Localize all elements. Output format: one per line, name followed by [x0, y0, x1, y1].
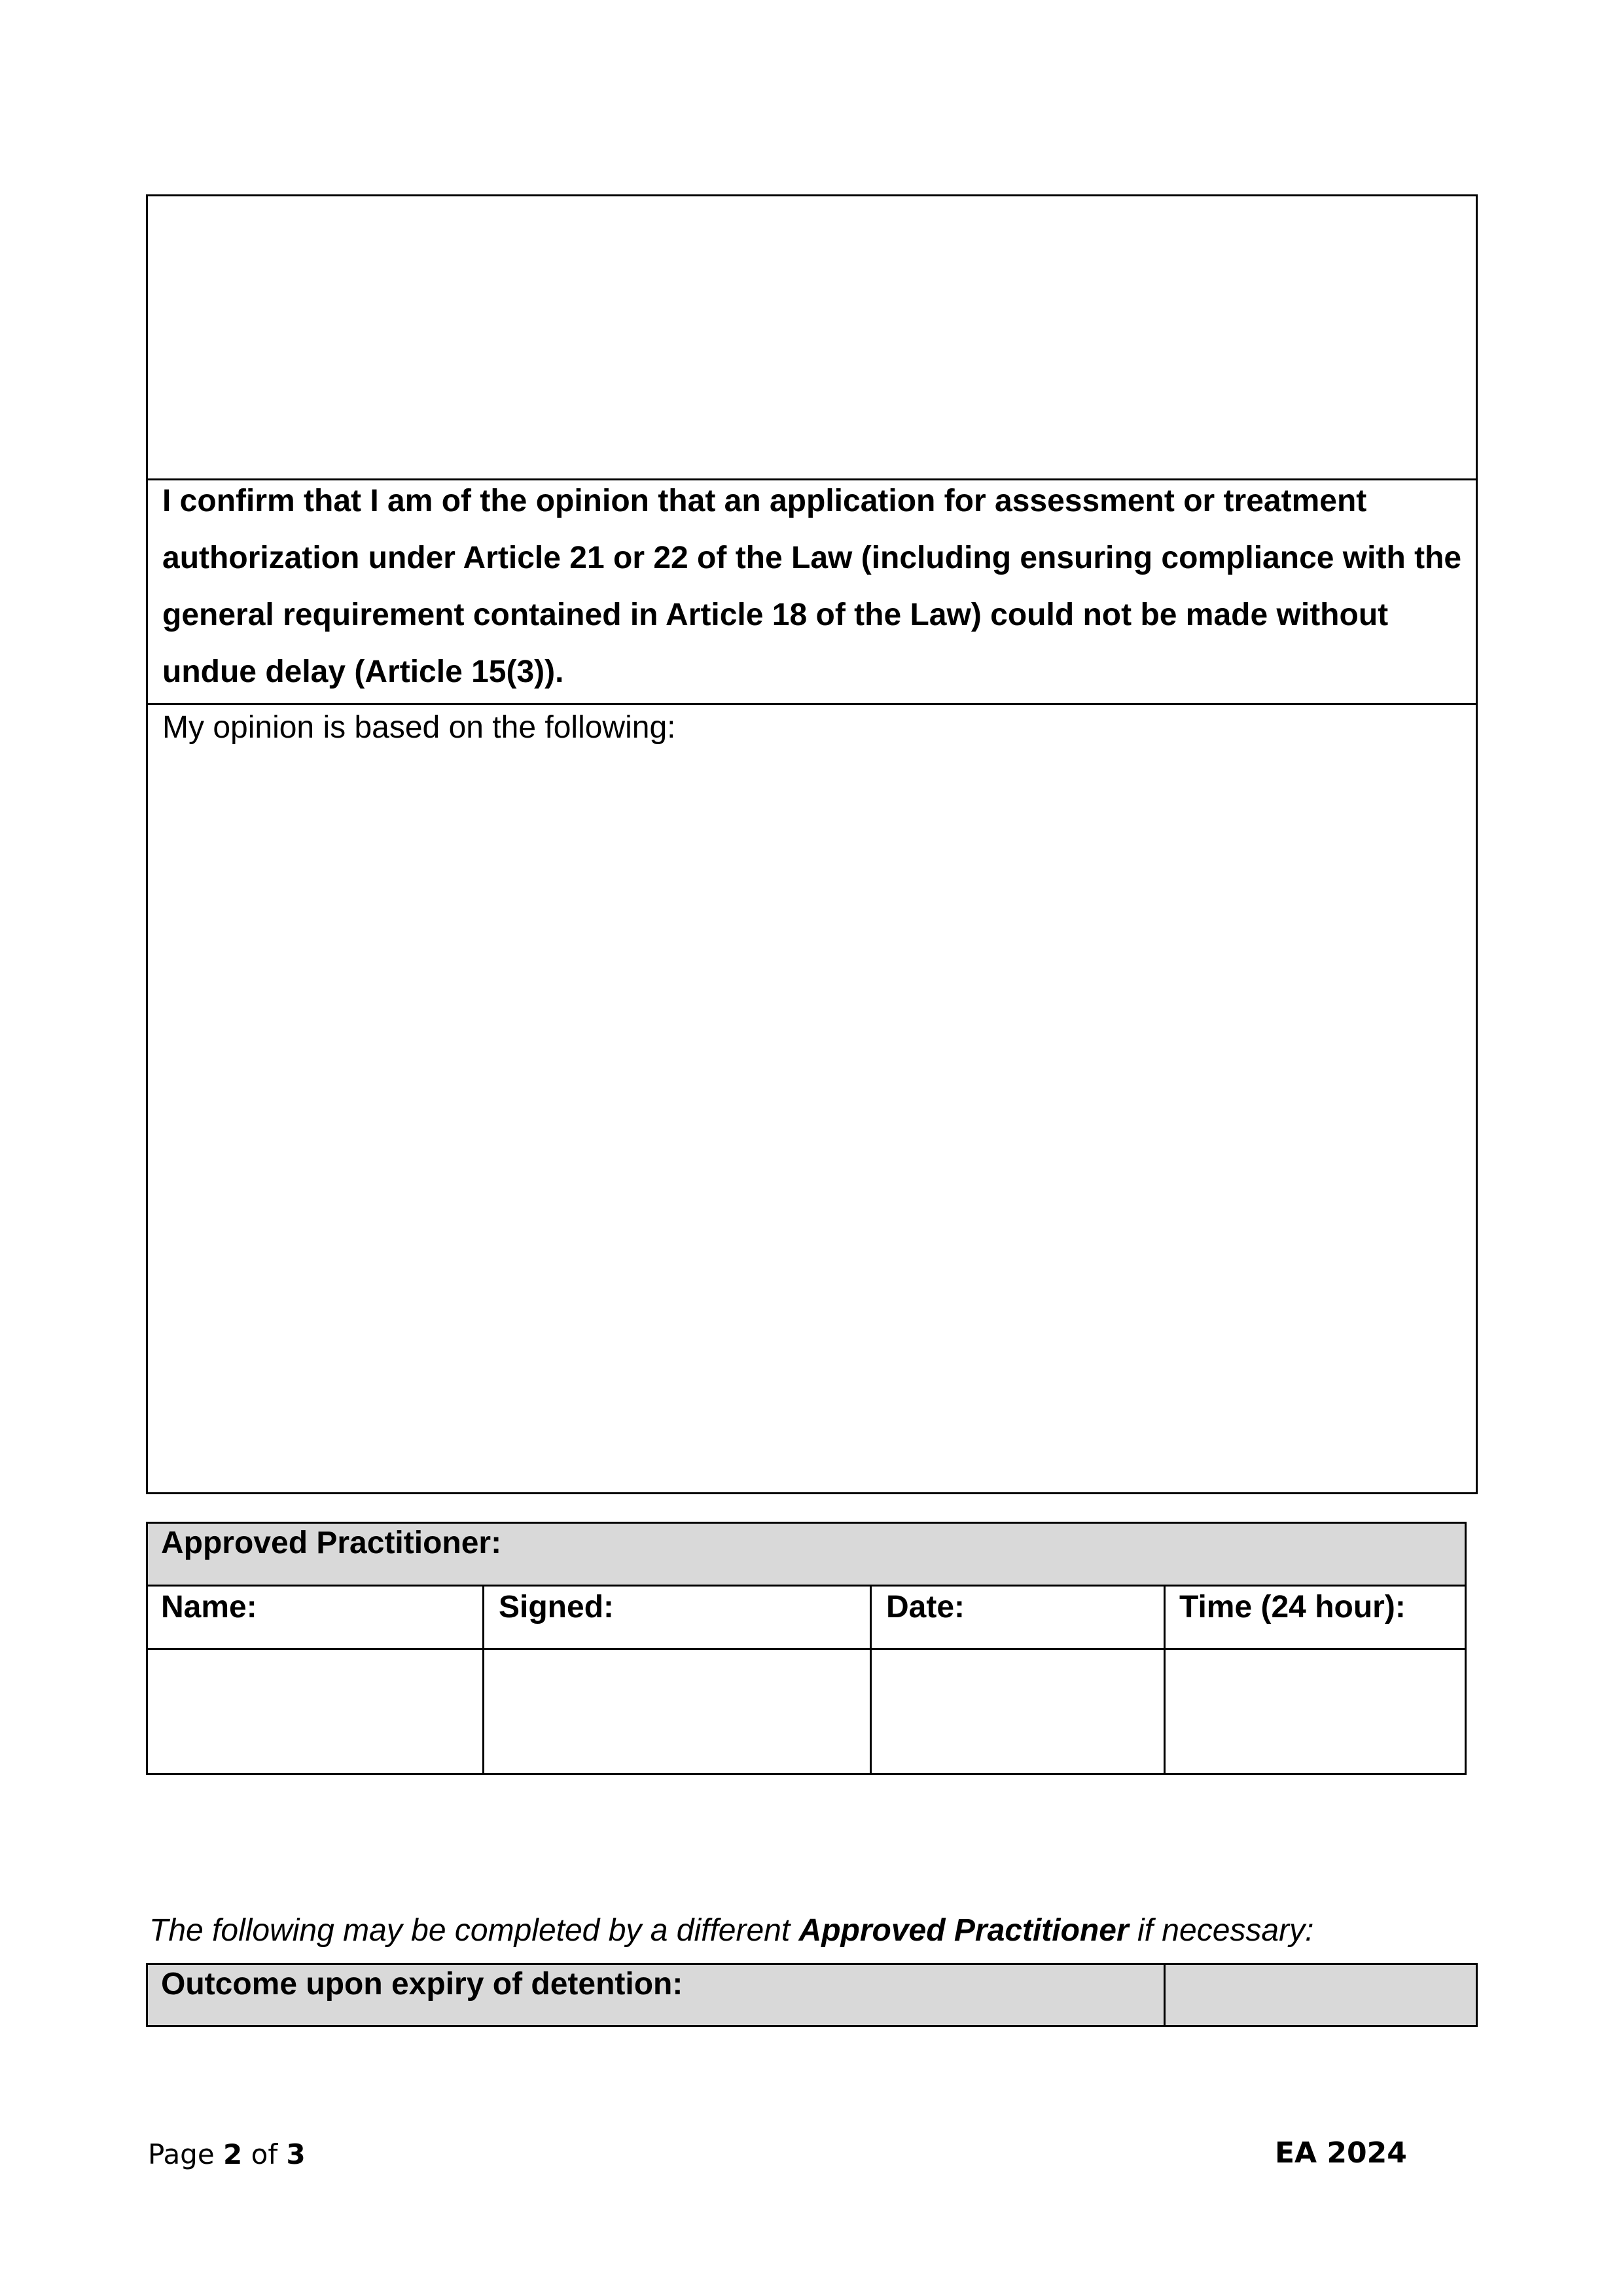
- outcome-label: Outcome upon expiry of detention:: [161, 1967, 683, 2001]
- top-text-area[interactable]: [149, 198, 1474, 476]
- page-word: Page: [148, 2138, 215, 2170]
- confirmation-statement: I confirm that I am of the opinion that an application for assessment or treatment authorization under Article 21 or 22 of the Law (including ensuring compliance with the general requirement contained in Article 18 of the Law) could not be made without undue delay (Article 15(3)).: [162, 484, 1462, 689]
- different-practitioner-note: [149, 1910, 1313, 1952]
- divider-confirmation: [146, 703, 1478, 705]
- page-of: of: [251, 2138, 278, 2170]
- signed-field[interactable]: [486, 1651, 868, 1772]
- outcome-field[interactable]: [1167, 1966, 1476, 2024]
- column-signed-label: Signed:: [499, 1590, 614, 1624]
- practitioner-row-divider-2: [146, 1648, 1467, 1650]
- date-field[interactable]: [873, 1651, 1162, 1772]
- note-prefix: The following may be completed by a different: [149, 1913, 799, 1948]
- note-emphasis: Approved Practitioner: [798, 1913, 1129, 1948]
- outcome-col-divider: [1164, 1963, 1166, 2027]
- column-name-label: Name:: [161, 1590, 257, 1624]
- time-field[interactable]: [1167, 1651, 1465, 1772]
- page-total: 3: [286, 2138, 306, 2170]
- practitioner-col-divider-1: [482, 1585, 484, 1775]
- opinion-text-area[interactable]: [149, 753, 1474, 1490]
- page-number: [148, 2136, 306, 2173]
- column-time-label: Time (24 hour):: [1179, 1590, 1406, 1624]
- note-suffix: if necessary:: [1128, 1913, 1314, 1948]
- form-code: EA 2024: [1275, 2136, 1407, 2170]
- column-date-label: Date:: [886, 1590, 965, 1624]
- name-field[interactable]: [149, 1651, 481, 1772]
- practitioner-col-divider-2: [870, 1585, 872, 1775]
- opinion-label: My opinion is based on the following:: [162, 710, 676, 745]
- practitioner-header: Approved Practitioner:: [161, 1526, 502, 1560]
- page-current: 2: [223, 2138, 243, 2170]
- practitioner-col-divider-3: [1164, 1585, 1166, 1775]
